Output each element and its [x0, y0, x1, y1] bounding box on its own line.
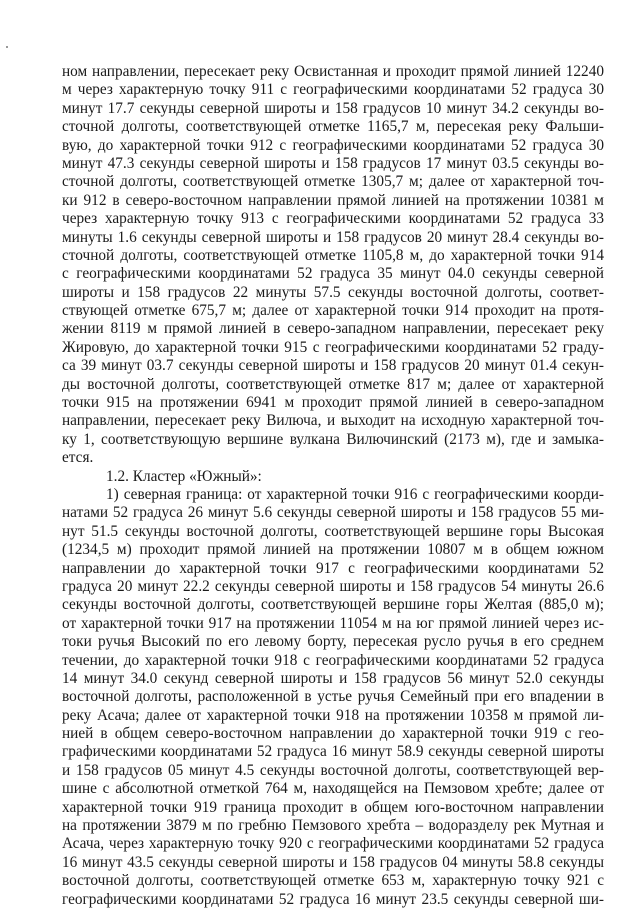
text-line: минут 47.3 секунды северной широты и 158 градусов 17 минут 03.5 секунды во- [62, 154, 604, 172]
text-line: восточной долготы, соответствующей отметке 653 м, характерную точку 921 с [62, 872, 604, 890]
text-line: ды восточной долготы, соответствующей отметке 817 м; далее от характерной [62, 375, 604, 393]
text-line: 16 минут 43.5 секунды северной широты и 158 градусов 04 минуты 58.8 секунды [62, 853, 604, 871]
text-line: реку Асача; далее от характерной точки 918 на протяжении 10358 м прямой ли- [62, 706, 604, 724]
text-line: через характерную точку 913 с географическими координатами 52 градуса 33 [62, 210, 604, 228]
text-line: натами 52 градуса 26 минут 5.6 секунды северной широты и 158 градусов 55 ми- [62, 504, 604, 522]
paragraph-2 [62, 486, 604, 909]
text-line: характерной точки 919 граница проходит в общем юго-восточном направлении [62, 798, 604, 816]
text-line: ется. [62, 449, 94, 467]
text-line: жении 8119 м прямой линией в северо-западном направлении, пересекает реку [62, 320, 604, 338]
text-line: сточной долготы, соответствующей отметке 1165,7 м, пересекая реку Фальши- [62, 118, 604, 136]
text-line: восточной долготы, расположенной в устье ручья Семейный при его впадении в [62, 688, 604, 706]
text-line: минуты 1.6 секунды северной широты и 158 градусов 20 минут 28.4 секунды во- [62, 228, 604, 246]
text-line: нут 51.5 секунды восточной долготы, соответствующей вершине горы Высокая [62, 522, 604, 540]
text-line: (1234,5 м) проходит прямой линией на протяжении 10807 м в общем южном [62, 541, 604, 559]
text-line: графическими координатами 52 градуса 16 минут 58.9 секунды северной широты [62, 743, 604, 761]
text-line: Жировую, до характерной точки 915 с географическими координатами 52 граду- [62, 338, 604, 356]
text-line: от характерной точки 917 на протяжении 11054 м на юг прямой линией через ис- [62, 614, 604, 632]
section-heading: 1.2. Кластер «Южный»: [106, 467, 262, 485]
text-line: направлении до характерной точки 917 с географическими координатами 52 [62, 559, 604, 577]
text-line: с географическими координатами 52 градуса 35 минут 04.0 секунды северной [62, 265, 604, 283]
text-line: минут 17.7 секунды северной широты и 158 градусов 10 минут 34.2 секунды во- [62, 99, 604, 117]
text-line: секунды восточной долготы, соответствующей вершине горы Желтая (885,0 м); [62, 596, 604, 614]
text-line: точки 915 на протяжении 6941 м проходит прямой линией в северо-западном [62, 394, 604, 412]
text-line: ствующей отметке 675,7 м; далее от характерной точки 914 проходит на протя- [62, 302, 604, 320]
text-line: м через характерную точку 911 с географическими координатами 52 градуса 30 [62, 81, 604, 99]
text-line: градуса 20 минут 22.2 секунды северной широты и 158 градусов 54 минуты 26.6 [62, 577, 604, 595]
text-line: ном направлении, пересекает реку Освистанная и проходит прямой линией 12240 [62, 63, 604, 80]
text-line: Асача, через характерную точку 920 с географическими координатами 52 градуса [62, 835, 604, 853]
text-line: на протяжении 3879 м по гребню Пемзового хребта – водоразделу рек Мутная и [62, 817, 604, 835]
text-line: географическими координатами 52 градуса 16 минут 23.5 секунды северной ши- [62, 890, 604, 908]
paragraph-1 [62, 63, 604, 468]
text-line: вую, до характерной точки 912 с географическими координатами 52 градуса 30 [62, 136, 604, 154]
scan-mark [6, 46, 8, 48]
text-line: токи ручья Высокий по его левому борту, пересекая русло ручья в его среднем [62, 633, 604, 651]
text-line: шине с абсолютной отметкой 764 м, находящейся на Пемзовом хребте; далее от [62, 780, 604, 798]
text-line: течении, до характерной точки 918 с географическими координатами 52 градуса [62, 651, 604, 669]
text-line: 1) северная граница: от характерной точки 916 с географическими коорди- [106, 485, 604, 503]
document-body [62, 63, 604, 909]
text-line: направлении, пересекает реку Вилюча, и выходит на исходную характерной точ- [62, 412, 604, 430]
text-line: широты и 158 градусов 22 минуты 57.5 секунды восточной долготы, соответ- [62, 283, 604, 301]
text-line: сточной долготы, соответствующей отметке 1105,8 м, до характерной точки 914 [62, 246, 604, 264]
text-line: ку 1, соответствующую вершине вулкана Вилючинский (2173 м), где и замыка- [62, 430, 604, 448]
text-line: и 158 градусов 05 минут 4.5 секунды восточной долготы, соответствующей вер- [62, 761, 604, 779]
text-line: 14 минут 34.0 секунд северной широты и 158 градусов 56 минут 52.0 секунды [62, 669, 604, 687]
text-line: ки 912 в северо-восточном направлении прямой линией на протяжении 10381 м [62, 191, 604, 209]
text-line: нией в общем северо-восточном направлении до характерной точки 919 с гео- [62, 725, 604, 743]
text-line: са 39 минут 03.7 секунды северной широты и 158 градусов 20 минут 01.4 секун- [62, 357, 604, 375]
text-line: сточной долготы, соответствующей отметке 1305,7 м; далее от характерной точ- [62, 173, 604, 191]
